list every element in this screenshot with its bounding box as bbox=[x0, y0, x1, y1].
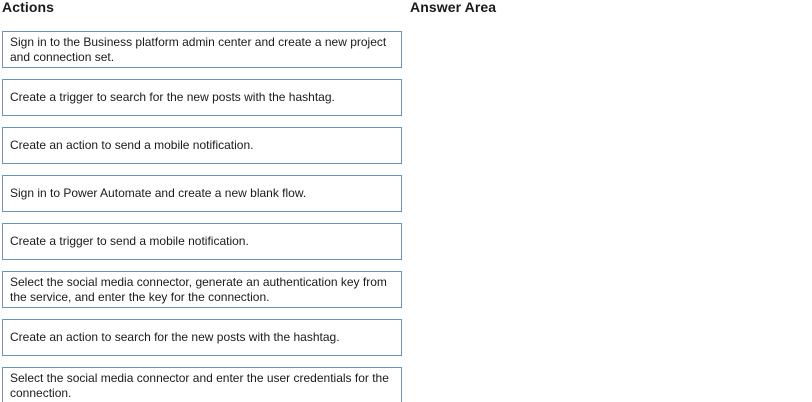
action-item-connector-authentication-key[interactable] bbox=[2, 271, 402, 308]
action-item-text: Create a trigger to search for the new posts with the hashtag. bbox=[10, 90, 335, 104]
action-item-text: Select the social media connector and enter the user credentials for the connection. bbox=[10, 370, 389, 400]
action-item-text: Select the social media connector, generate an authentication key from the service, and enter the key for the connection. bbox=[10, 274, 387, 304]
action-item-action-search-posts[interactable] bbox=[2, 319, 402, 356]
action-item-trigger-send-notification[interactable] bbox=[2, 223, 402, 260]
action-item-create-project-connection-set[interactable] bbox=[2, 31, 402, 68]
action-item-text: Create an action to search for the new posts with the hashtag. bbox=[10, 330, 340, 344]
action-item-text: Create a trigger to send a mobile notification. bbox=[10, 234, 249, 248]
actions-list bbox=[2, 31, 402, 402]
action-item-text: Sign in to the Business platform admin center and create a new project and connection set. bbox=[10, 34, 387, 64]
action-item-connector-user-credentials[interactable] bbox=[2, 367, 402, 402]
action-item-power-automate-blank-flow[interactable] bbox=[2, 175, 402, 212]
action-item-text: Sign in to Power Automate and create a new blank flow. bbox=[10, 186, 307, 200]
answer-area-heading: Answer Area bbox=[410, 0, 497, 15]
actions-heading: Actions bbox=[2, 0, 55, 15]
action-item-trigger-search-posts[interactable] bbox=[2, 79, 402, 116]
action-item-text: Create an action to send a mobile notification. bbox=[10, 138, 254, 152]
action-item-action-send-notification[interactable] bbox=[2, 127, 402, 164]
answer-area-dropzone[interactable] bbox=[408, 22, 808, 398]
